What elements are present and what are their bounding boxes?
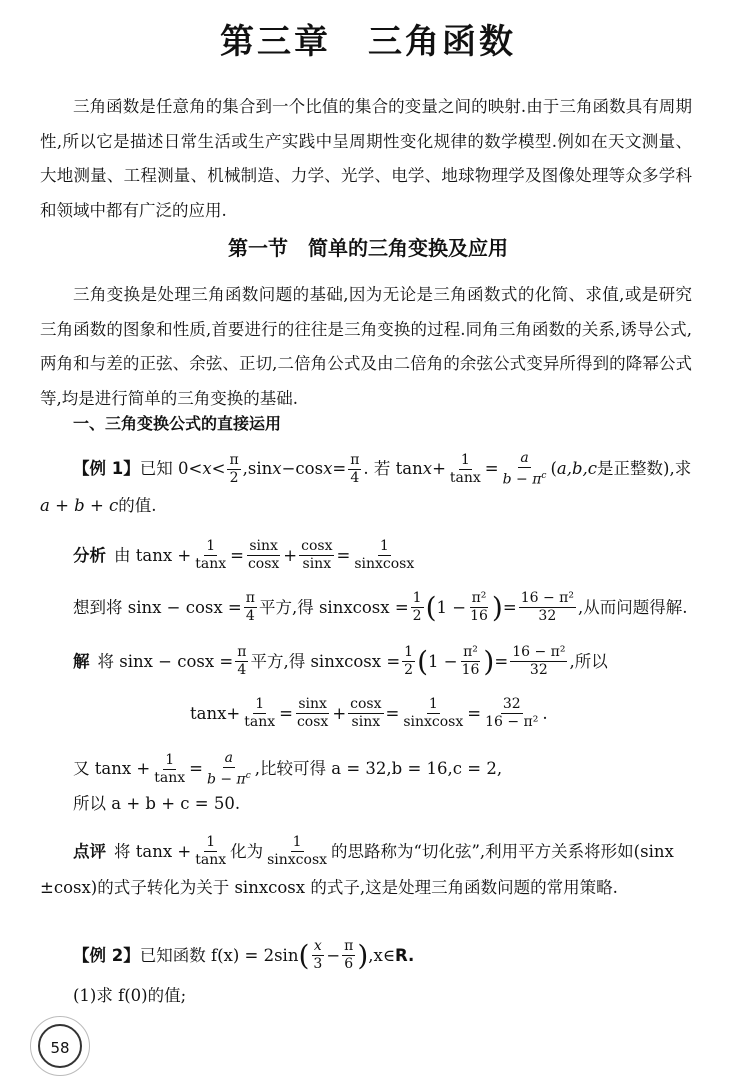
text: = xyxy=(230,545,244,565)
fraction xyxy=(235,644,248,679)
expr: a + b + c xyxy=(40,496,119,515)
num: sinx xyxy=(298,696,327,712)
text: . 若 tan xyxy=(363,459,423,479)
paren-close: ) xyxy=(357,938,369,972)
num: 1 xyxy=(165,751,175,768)
example-1-statement-2 xyxy=(40,494,157,518)
num: 16 − π² xyxy=(512,644,566,660)
page-number: 58 xyxy=(38,1024,82,1068)
den: 16 − π² xyxy=(485,714,539,730)
example-2-question-1: (1)求 f(0)的值; xyxy=(73,986,187,1005)
num: cosx xyxy=(350,696,382,712)
var: x xyxy=(422,459,433,479)
text: = xyxy=(484,459,499,479)
den: cosx xyxy=(296,714,329,730)
fraction xyxy=(402,644,415,679)
analysis-line-1 xyxy=(73,538,418,573)
fraction xyxy=(401,696,465,731)
den: 2 xyxy=(404,662,414,678)
num: 1 xyxy=(412,590,422,606)
den: b − π xyxy=(502,471,542,488)
period: . xyxy=(542,703,548,723)
solution-line-4: 所以 a + b + c = 50. xyxy=(73,794,241,813)
fraction-a-bpic xyxy=(501,450,549,489)
num: 16 − π² xyxy=(520,590,574,606)
text: + xyxy=(432,459,446,479)
fraction xyxy=(265,834,329,869)
fraction xyxy=(299,538,334,573)
num: π xyxy=(344,938,354,954)
text: < xyxy=(211,459,226,479)
den: tanx xyxy=(244,714,276,730)
var: x xyxy=(272,459,282,479)
den: sinx xyxy=(351,714,381,730)
example-1-statement xyxy=(73,450,691,489)
text: = xyxy=(385,703,400,723)
text: 的值. xyxy=(118,496,157,515)
den: 3 xyxy=(313,956,323,972)
num: 32 xyxy=(502,696,521,712)
den: cosx xyxy=(247,556,280,572)
num: 1 xyxy=(292,834,302,850)
text: 1 − xyxy=(436,597,467,617)
fraction xyxy=(460,644,482,679)
text: ,从而问题得解. xyxy=(577,597,688,617)
den: tanx xyxy=(449,469,481,486)
num: x xyxy=(313,938,322,954)
comment-line-1 xyxy=(73,834,674,869)
text: 的思路称为“切化弦”,利用平方关系将形如(sinx xyxy=(331,841,674,861)
subsection-heading: 一、三角变换公式的直接运用 xyxy=(73,414,282,433)
var: x xyxy=(202,459,212,479)
text: ,所以 xyxy=(569,651,608,671)
var: x xyxy=(323,459,333,479)
comment-line-2: ±cosx)的式子转化为关于 sinxcosx 的式子,这是处理三角函数问题的常用策略. xyxy=(40,878,618,897)
section-title: 第一节 简单的三角变换及应用 xyxy=(228,236,508,260)
fraction xyxy=(193,538,228,573)
paren-close: ) xyxy=(483,644,495,678)
fraction xyxy=(483,696,540,731)
num: π² xyxy=(471,590,487,606)
den: 4 xyxy=(237,662,247,678)
fraction xyxy=(510,644,567,679)
text: + xyxy=(332,703,347,723)
den: sinxcosx xyxy=(267,852,328,868)
num: 1 xyxy=(460,451,470,468)
num: 1 xyxy=(379,538,389,554)
text: 想到将 sinx − cosx = xyxy=(73,597,242,617)
solution-label: 解 xyxy=(73,651,90,671)
den: 2 xyxy=(229,469,239,486)
den: tanx xyxy=(154,769,186,786)
fraction-pi-4 xyxy=(348,452,361,487)
text: − xyxy=(326,945,341,965)
example-1-label: 【例 1】 xyxy=(73,459,140,479)
fraction xyxy=(152,752,187,787)
text: 已知函数 f(x) = 2sin xyxy=(139,945,299,965)
paren-close: ) xyxy=(491,590,503,624)
den: sinxcosx xyxy=(403,714,464,730)
analysis-line-2 xyxy=(73,590,687,625)
real-set: R. xyxy=(395,945,415,965)
solution-line-1 xyxy=(73,644,608,679)
text: + xyxy=(283,545,298,565)
num: 1 xyxy=(428,696,438,712)
num: 1 xyxy=(206,538,216,554)
fraction xyxy=(295,696,330,731)
text: 将 tanx + xyxy=(114,841,192,861)
fraction xyxy=(519,590,576,625)
text: ,x∈ xyxy=(368,945,396,965)
den: 4 xyxy=(245,608,255,624)
den: sinxcosx xyxy=(354,556,415,572)
fraction xyxy=(193,834,228,869)
text: tanx xyxy=(190,703,227,723)
den: sinx xyxy=(302,556,332,572)
text: 平方,得 sinxcosx = xyxy=(250,651,401,671)
num: π xyxy=(229,451,239,468)
den: 16 xyxy=(470,608,488,624)
solution-line-2 xyxy=(190,696,548,731)
num: 1 xyxy=(206,834,216,850)
den: 2 xyxy=(412,608,422,624)
solution-line-3 xyxy=(73,750,502,789)
text: = xyxy=(502,597,517,617)
text: = xyxy=(494,651,509,671)
text: = xyxy=(332,459,347,479)
section-intro: 三角变换是处理三角函数问题的基础,因为无论是三角函数式的化简、求值,或是研究三角函数的图象和性质,首要进行的往往是三角变换的过程.同角三角函数的关系,诱导公式,两角和与差的正弦、余弦、正切,二倍角公式及由二倍角的余弦公式变异所得到的降幂公式等,均是进行简单的三角变换的基础. xyxy=(40,285,692,408)
text: 化为 xyxy=(230,841,264,861)
text: ( xyxy=(550,459,557,479)
example-2-label: 【例 2】 xyxy=(73,945,140,965)
text: 平方,得 sinxcosx = xyxy=(258,597,409,617)
num: cosx xyxy=(301,538,333,554)
text: 由 tanx + xyxy=(114,545,192,565)
text: 是正整数),求 xyxy=(597,459,692,479)
chapter-title: 第三章 三角函数 xyxy=(220,22,516,62)
paren-open: ( xyxy=(425,590,437,624)
num: 1 xyxy=(404,644,414,660)
paren-open: ( xyxy=(417,644,429,678)
comment-label: 点评 xyxy=(73,841,106,861)
den: 32 xyxy=(538,608,557,624)
exp: c xyxy=(245,771,251,781)
num: sinx xyxy=(249,538,278,554)
text: 将 sinx − cosx = xyxy=(97,651,234,671)
num: a xyxy=(520,450,529,466)
den: 32 xyxy=(529,662,548,678)
fraction xyxy=(352,538,416,573)
fraction xyxy=(348,696,383,731)
text: + xyxy=(226,703,241,723)
num: π xyxy=(237,644,247,660)
fraction xyxy=(246,538,281,573)
text: 1 − xyxy=(428,651,458,671)
den: b − π xyxy=(206,771,246,788)
fraction-pi-2 xyxy=(227,452,240,487)
fraction xyxy=(411,590,424,625)
text: = xyxy=(279,703,293,723)
text: = xyxy=(467,703,482,723)
text: −cos xyxy=(281,459,324,479)
den: 16 xyxy=(461,662,480,678)
text: = xyxy=(189,759,203,779)
chapter-intro: 三角函数是任意角的集合到一个比值的集合的变量之间的映射.由于三角函数具有周期性,所以它是描述日常生活或生产实践中呈周期性变化规律的数学模型.例如在天文测量、大地测量、工程测量、机械制造、力学、光学、电学、地球物理学及图像处理等众多学科和领域中都有广泛的应用. xyxy=(40,97,692,220)
num: 1 xyxy=(255,696,265,712)
den: tanx xyxy=(195,852,227,868)
exp: c xyxy=(541,471,547,481)
analysis-label: 分析 xyxy=(73,545,106,565)
text: 又 tanx + xyxy=(73,759,151,779)
num: π² xyxy=(463,644,478,660)
vars: a,b,c xyxy=(556,459,598,479)
fraction xyxy=(242,696,277,731)
paren-open: ( xyxy=(298,938,310,972)
fraction-1-tanx xyxy=(448,452,483,487)
text: 已知 0< xyxy=(139,459,203,479)
text: = xyxy=(336,545,351,565)
den: 6 xyxy=(344,956,354,972)
text: ,sin xyxy=(242,459,273,479)
num: π xyxy=(350,451,360,468)
den: 4 xyxy=(350,469,360,486)
fraction xyxy=(244,590,257,625)
fraction xyxy=(342,938,355,973)
fraction xyxy=(205,750,253,789)
example-2-statement xyxy=(73,938,414,973)
fraction xyxy=(311,938,324,973)
text: ,比较可得 a = 32,b = 16,c = 2, xyxy=(254,759,503,779)
fraction xyxy=(468,590,490,625)
den: tanx xyxy=(195,556,227,572)
num: π xyxy=(245,590,255,606)
num: a xyxy=(224,750,234,766)
